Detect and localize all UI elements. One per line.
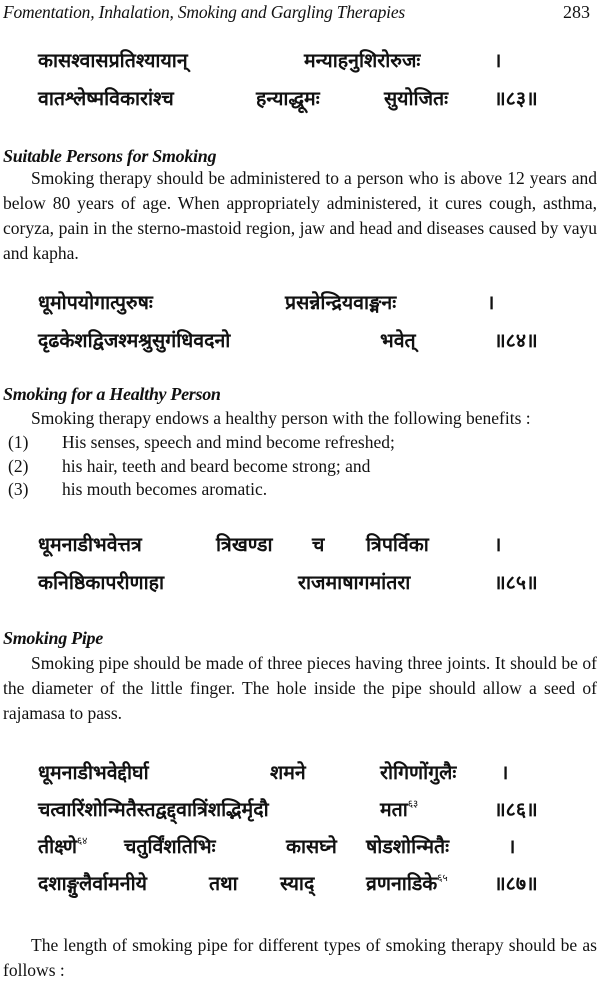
verse-word: हन्याद्धूमः [256,87,320,110]
verse-number: ॥८४॥ [494,329,538,352]
verse-word: त्रिपर्विका [366,533,429,556]
list-text: His senses, speech and mind become refreshed; [62,432,395,452]
verse-word-text: मता [380,798,408,821]
verse-word: वातश्लेष्मविकारांश्च [38,87,174,110]
verse-word: धूमोपयोगात्पुरुषः [38,291,153,314]
footnote-marker: ६३ [407,799,419,810]
verse-word: राजमाषागमांतरा [298,571,411,594]
verse-word: कासश्वासप्रतिश्यायान् [38,49,188,72]
verse-word: शमने [270,761,306,784]
section-heading: Suitable Persons for Smoking [3,146,217,166]
verse-line [0,832,600,866]
verse-number: ॥८३॥ [494,87,538,110]
verse-line [0,530,600,564]
verse-number: ॥८५॥ [494,571,538,594]
verse-word: दृढकेशद्विजश्मश्रुसुगंधिवदनो [38,329,231,352]
verse-line [0,326,600,360]
verse-word: धूमनाडीभवेद्दीर्घा [38,761,149,784]
paragraph-text: Smoking therapy endows a healthy person with the following benefits : [31,408,531,428]
verse-word: कनिष्ठिकापरीणाहा [38,571,165,594]
verse-danda: । [494,49,502,72]
verse-line [0,795,600,829]
verse-word-text: तीक्ष्णे [38,835,77,858]
footnote-marker: ६४ [76,836,88,847]
verse-word: प्रसन्नेन्द्रियवाङ्मनः [285,291,397,314]
list-item [3,456,597,480]
footnote-marker: ६५ [437,873,448,884]
list-number: (2) [8,455,29,476]
paragraph-text: The length of smoking pipe for different types of smoking therapy should be as follows : [3,935,597,980]
verse-line [0,869,600,903]
verse-word-text: व्रणनाडिके [366,872,438,895]
section-paragraph [3,406,597,431]
verse-danda: । [501,761,509,784]
verse-word [380,795,418,822]
page-number: 283 [563,2,590,22]
verse-word [366,869,448,896]
verse-line [0,84,600,118]
section-heading: Smoking for a Healthy Person [3,384,221,404]
paragraph-text: Smoking therapy should be administered to a person who is above 12 years and below 80 years of age. When appropriately administered, it cures cough, asthma, coryza, pain in the sterno-mastoid region, jaw and head and diseases caused by vayu and kapha. [3,168,597,263]
verse-word: षोडशोन्मितैः [366,835,450,858]
list-number: (1) [8,432,29,452]
running-title: Fomentation, Inhalation, Smoking and Gargling Therapies [3,2,406,22]
verse-number: ॥८७॥ [494,872,538,895]
running-head [3,2,590,26]
list-text: his hair, teeth and beard become strong; and [62,455,371,476]
verse-word: तथा [209,872,238,895]
verse-word: चत्वारिंशोन्मितैस्तद्वद्द्वात्रिंशद्भिर्मृदौ [38,798,269,821]
verse-line [0,288,600,322]
verse-word: धूमनाडीभवेत्तत्र [38,533,142,556]
verse-word: सुयोजितः [384,87,449,110]
verse-word: मन्याहनुशिरोरुजः [304,49,421,72]
section-heading: Smoking Pipe [3,628,103,648]
section-paragraph [3,166,597,266]
verse-line [0,46,600,80]
verse-word [38,832,87,859]
verse-line [0,568,600,602]
benefit-list [3,432,597,503]
verse-word: भवेत् [380,329,416,352]
verse-line [0,758,600,792]
paragraph-text: Smoking pipe should be made of three pieces having three joints. It should be of the diameter of the little finger. The hole inside the pipe should allow a seed of rajamasa to pass. [3,653,597,723]
section-paragraph [3,933,597,983]
verse-danda: । [494,533,502,556]
verse-word: च [312,533,325,556]
list-text: his mouth becomes aromatic. [62,479,268,499]
verse-number: ॥८६॥ [494,798,538,821]
section-paragraph [3,651,597,726]
verse-word: कासघ्ने [286,835,337,858]
list-item [3,479,597,503]
verse-word: त्रिखण्डा [216,533,273,556]
verse-word: रोगिणोंगुलैः [380,761,457,784]
verse-word: दशाङ्गुलैर्वामनीये [38,872,147,895]
verse-word: स्याद् [280,872,315,895]
verse-danda: । [508,835,516,858]
verse-word: चतुर्विंशतिभिः [124,835,216,858]
list-item [3,432,597,456]
verse-danda: । [487,291,495,314]
list-number: (3) [8,479,29,499]
